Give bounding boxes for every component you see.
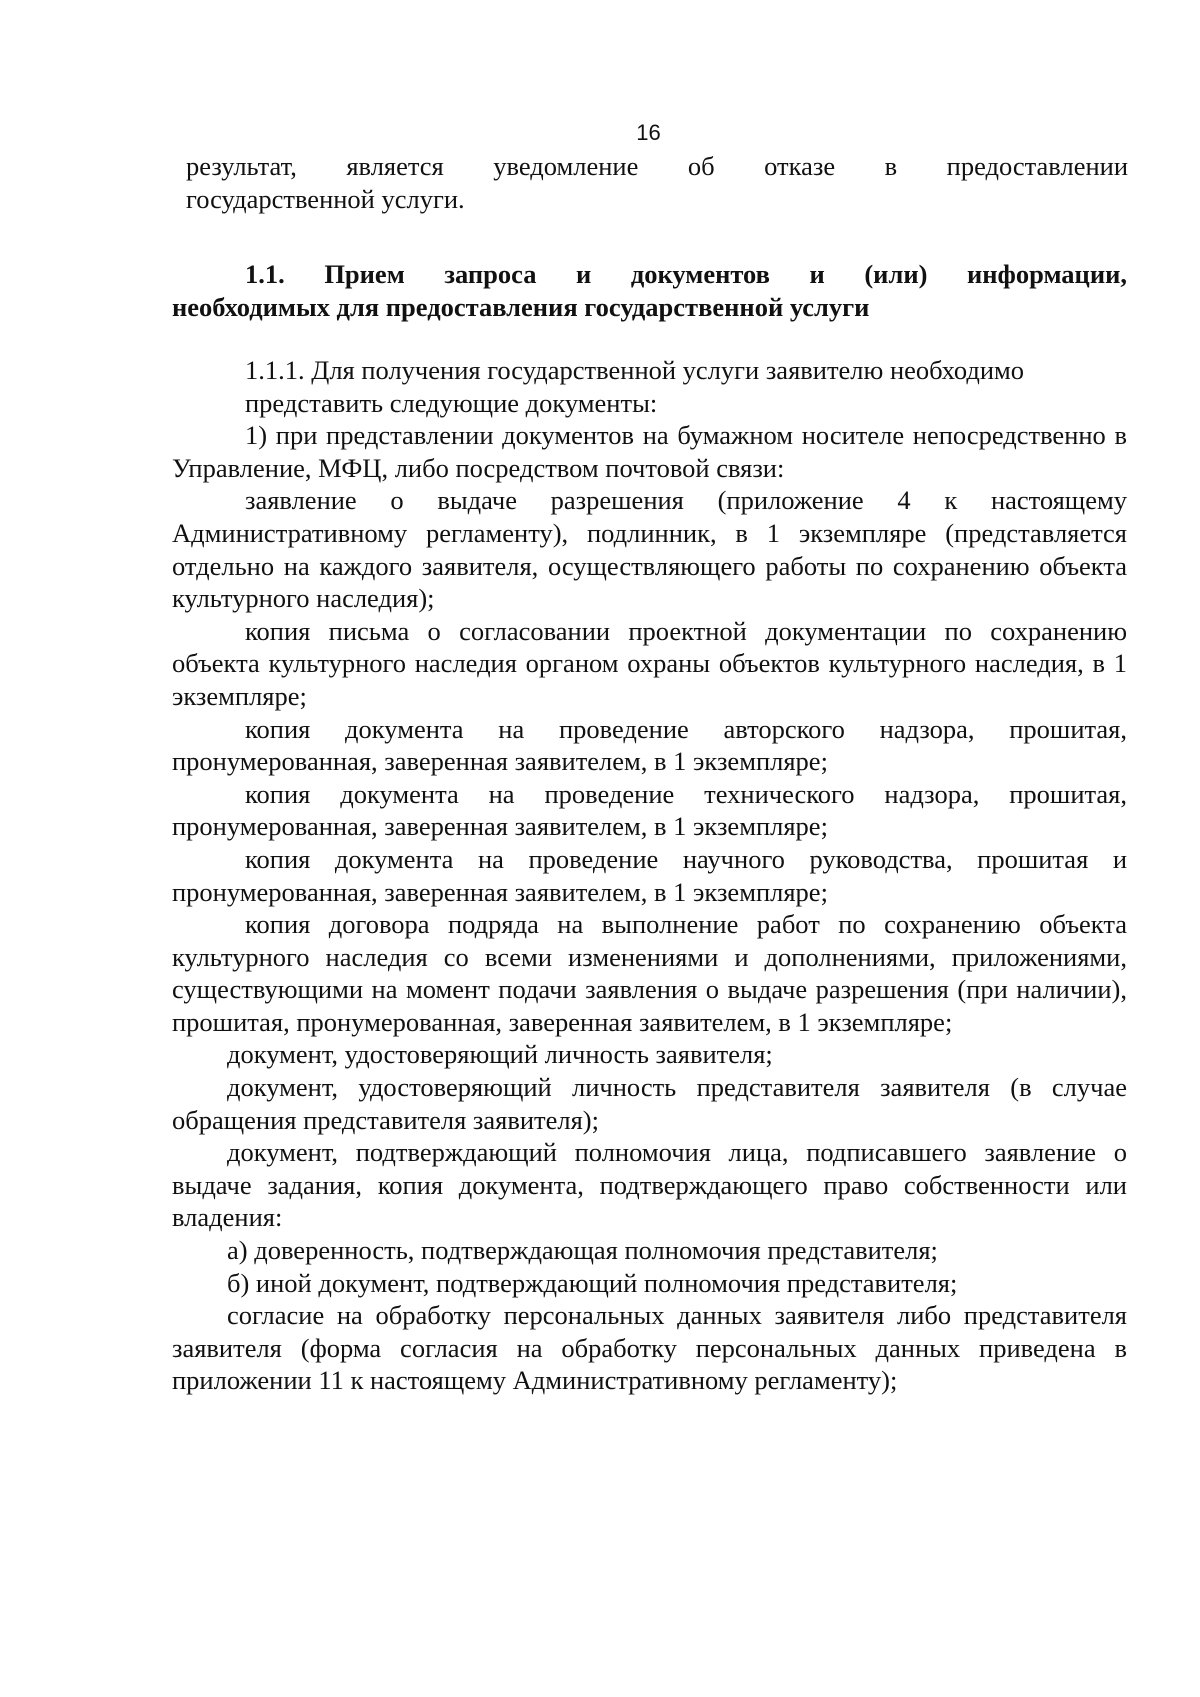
paragraph-contract: копия договора подряда на выполнение работ по сохранению объекта культурного наследия со всеми изменениями и дополнениями, приложениями, существующими на момент подачи заявления о выдаче разрешения (при наличии), прошитая, пронумерованная, заверенная заявителем, в 1 экземпляре; (172, 909, 1127, 1037)
paragraph-power-of-attorney: а) доверенность, подтверждающая полномочия представителя; (227, 1235, 938, 1266)
intro-line-1: результат, является уведомление об отказе в предоставлении (186, 151, 1128, 181)
paragraph-other-document: б) иной документ, подтверждающий полномочия представителя; (227, 1267, 958, 1298)
paragraph-application: заявление о выдаче разрешения (приложение 4 к настоящему Административному регламенту), подлинник, в 1 экземпляре (представляется отдельно на каждого заявителя, осуществляющего работы по сохранению объекта культурного наследия); (172, 485, 1127, 614)
intro-block (186, 150, 1128, 215)
paragraph-1-1-1: 1.1.1. Для получения государственной услуги заявителю необходимо (245, 355, 1025, 385)
paragraph-scientific-guidance: копия документа на проведение научного руководства, прошитая и пронумерованная, заверенная заявителем, в 1 экземпляре; (172, 843, 1127, 907)
page-number: 16 (636, 120, 661, 145)
paragraph-representative-id: документ, удостоверяющий личность представителя заявителя (в случае обращения представителя заявителя); (172, 1072, 1127, 1135)
paragraph-approval-letter: копия письма о согласовании проектной документации по сохранению объекта культурного наследия органом охраны объектов культурного наследия, в 1 экземпляре; (172, 615, 1127, 711)
heading-line-2: необходимых для предоставления государственной услуги (172, 291, 870, 322)
paragraph-item-1: 1) при представлении документов на бумажном носителе непосредственно в Управление, МФЦ, либо посредством почтовой связи: (172, 420, 1127, 483)
paragraph-consent: согласие на обработку персональных данных заявителя либо представителя заявителя (форма согласия на обработку персональных данных приведена в приложении 11 к настоящему Административному регламенту); (172, 1300, 1127, 1396)
paragraph-technical-supervision: копия документа на проведение технического надзора, прошитая, пронумерованная, заверенная заявителем, в 1 экземпляре; (172, 778, 1127, 842)
heading-line-1: 1.1. Прием запроса и документов и (или) информации, (245, 259, 1127, 289)
paragraph-authority-document: документ, подтверждающий полномочия лица, подписавшего заявление о выдаче задания, копия документа, подтверждающего право собственности или владения: (172, 1137, 1127, 1233)
section-heading (172, 258, 1127, 323)
paragraph-documents-intro: представить следующие документы: (245, 387, 658, 418)
paragraph-author-supervision: копия документа на проведение авторского надзора, прошитая, пронумерованная, заверенная заявителем, в 1 экземпляре; (172, 713, 1127, 777)
document-body (172, 354, 1127, 1397)
paragraph-applicant-id: документ, удостоверяющий личность заявителя; (227, 1039, 773, 1070)
intro-line-2: государственной услуги. (186, 183, 465, 214)
